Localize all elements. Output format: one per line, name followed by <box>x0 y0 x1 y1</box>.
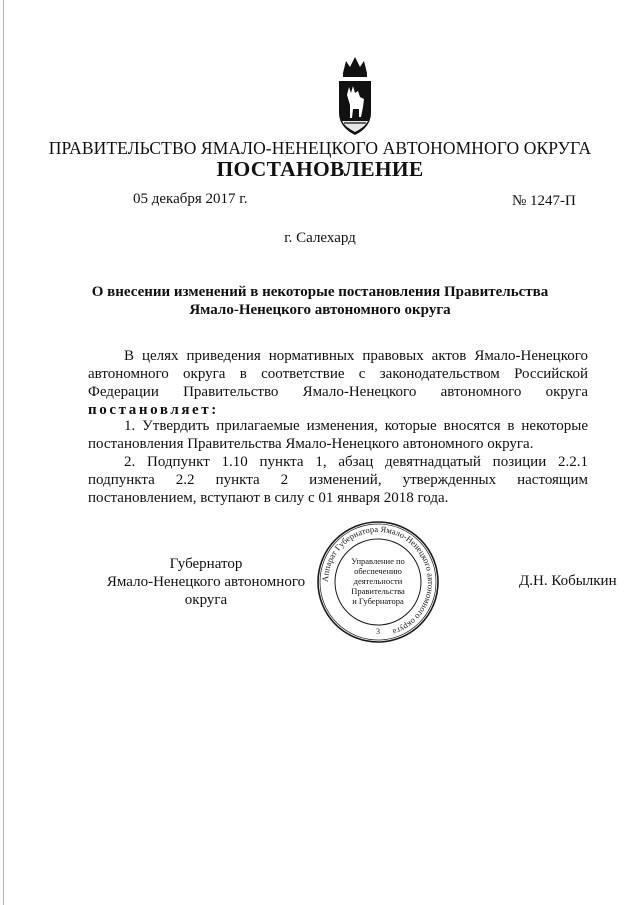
signature-title-line-1: Губернатор <box>169 556 243 572</box>
stamp-number: 3 <box>376 627 380 636</box>
preamble-paragraph <box>88 347 588 419</box>
stamp-inner-line: Правительства <box>351 586 405 596</box>
document-date: 05 декабря 2017 г. <box>133 191 248 207</box>
coat-of-arms-icon <box>333 55 377 139</box>
signature-title-line-2: Ямало-Ненецкого автономного округа <box>106 574 306 608</box>
page-edge-line <box>3 0 4 905</box>
stamp-inner-line: обеспечению <box>354 566 402 576</box>
stamp-inner-text <box>338 556 418 606</box>
official-stamp <box>316 520 440 644</box>
document-type: ПОСТАНОВЛЕНИЕ <box>216 157 424 181</box>
preamble-text: В целях приведения нормативных правовых актов Ямало-Ненецкого автономного округа в соответствие с законодательством Российской Федерации Правительство Ямало-Ненецкого автономного округа <box>88 348 588 400</box>
stamp-inner-line: и Губернатора <box>352 596 404 606</box>
city: г. Салехард <box>284 230 356 246</box>
signature-title <box>88 555 324 609</box>
stamp-ring-text: Аппарат Губернатора Ямало-Ненецкого автономного округа <box>319 523 437 638</box>
subject-line-1: О внесении изменений в некоторые постановления Правительства <box>91 284 549 300</box>
subject-line-2: Ямало-Ненецкого автономного округа <box>189 302 451 318</box>
government-title: ПРАВИТЕЛЬСТВО ЯМАЛО-НЕНЕЦКОГО АВТОНОМНОГО ОКРУГА <box>48 138 592 158</box>
paragraph-item-2: 2. Подпункт 1.10 пункта 1, абзац девятнадцатый позиции 2.2.1 подпункта 2.2 пункта 2 изменений, утвержденных настоящим постановлением, вступают в силу с 01 января 2018 года. <box>88 454 588 506</box>
stamp-inner-line: деятельности <box>353 576 403 586</box>
paragraph-item-1: 1. Утвердить прилагаемые изменения, которые вносятся в некоторые постановления Правительства Ямало-Ненецкого автономного округа. <box>88 418 588 452</box>
stamp-inner-line: Управление по <box>351 556 405 566</box>
document-number: № 1247-П <box>512 193 576 209</box>
signatory-name: Д.Н. Кобылкин <box>519 573 617 589</box>
document-subject <box>0 283 640 319</box>
preamble-keyword: постановляет: <box>88 402 219 418</box>
